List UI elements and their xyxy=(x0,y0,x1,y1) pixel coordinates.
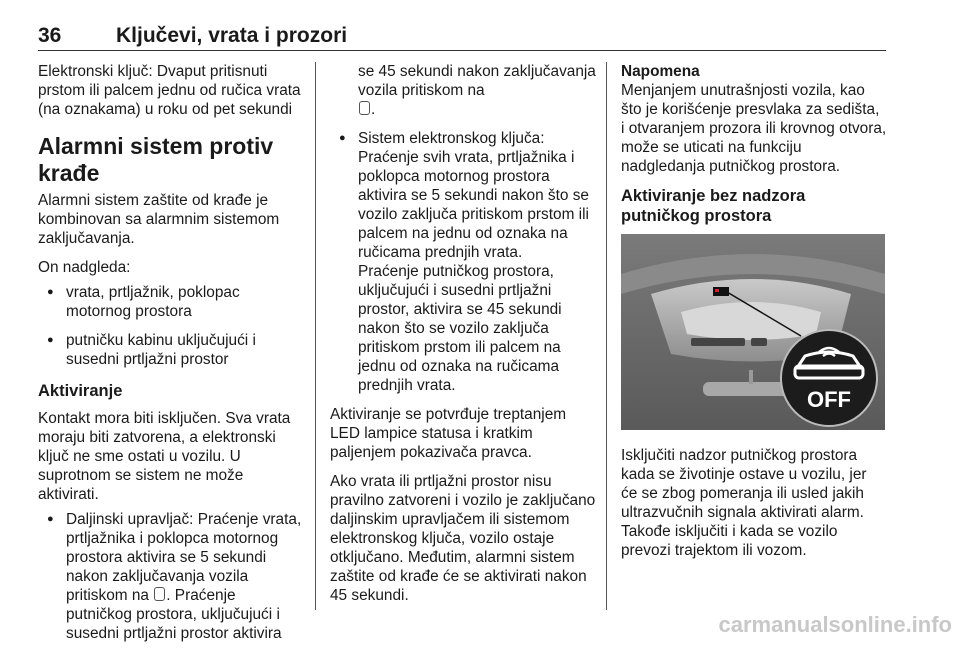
overhead-console-illustration xyxy=(621,234,885,430)
paragraph: Ako vrata ili prtljažni prostor nisu pravilno zatvoreni i vozilo je zaključano daljinskim upravljačem ili sistemom elektronskog ključa, vozilo ostaje otključano. Međutim, alarmni sistem zaštite od krađe će se aktivirati nakon 45 sekundi. xyxy=(330,473,596,604)
chapter-title: Ključevi, vrata i prozori xyxy=(116,24,348,47)
lock-key-icon xyxy=(359,101,370,115)
section-heading: Alarmni sistem protiv krađe xyxy=(38,133,274,186)
bullet-list xyxy=(330,129,598,395)
off-label: OFF xyxy=(807,387,851,412)
watermark: carmanualsonline.info xyxy=(718,612,952,637)
note-title: Napomena xyxy=(621,63,700,80)
column-1 xyxy=(38,62,303,653)
paragraph: On nadgleda: xyxy=(38,259,131,276)
column-3 xyxy=(621,62,887,570)
list-item: ● vrata, prtljažnik, poklopac motornog prostora xyxy=(38,283,303,321)
paragraph: Aktiviranje se potvrđuje treptanjem LED lampice statusa i kratkim paljenjem pokazivača pravca. xyxy=(330,406,567,461)
list-item: ● putničku kabinu uključujući i susedni prtljažni prostor xyxy=(38,331,303,369)
continued-text: se 45 sekundi nakon zaključavanja vozila pritiskom na . xyxy=(358,63,596,118)
list-text: . Praćenje putničkog prostora, uključujući i susedni prtljažni prostor aktivira xyxy=(66,587,282,642)
subsection-heading: Aktiviranje xyxy=(38,382,123,400)
note-body: Menjanjem unutrašnjosti vozila, kao što je korišćenje presvlaka za sedišta, i otvaranjem prozora ili krovnog otvora, može se uticati na funkciju nadgledanja putničkog prostora. xyxy=(621,82,887,175)
paragraph: Isključiti nadzor putničkog prostora kada se životinje ostave u vozilu, jer će se zbog pomeranja ili usled jakih ultrazvučnih signala aktivirati alarm. Takođe isključiti i kada se vozilo prevozi trajektom ili vozom. xyxy=(621,447,867,559)
list-text: Praćenje putničkog prostora, uključujući i susedni prtljažni prostor, aktivira se 45 sekundi nakon što se vozilo zaključa pritiskom prstom ili palcem na jednu od oznaka na ručicama prednjih vrata. xyxy=(358,263,562,394)
column-2 xyxy=(330,62,598,615)
overhead-console-figure xyxy=(621,234,885,430)
list-item xyxy=(330,129,598,395)
list-text: Daljinski upravljač: Praćenje vrata, prtljažnika i poklopca motornog prostora aktivira se 5 sekundi nakon zaključavanja vozila pritiskom na xyxy=(66,511,302,604)
intro-paragraph: Elektronski ključ: Dvaput pritisnuti prstom ili palcem jednu od ručica vrata (na oznakama) u roku od pet sekundi xyxy=(38,63,301,118)
header-rule xyxy=(38,50,886,51)
bullet-list xyxy=(38,283,303,369)
section-heading: Aktiviranje bez nadzora putničkog prostora xyxy=(621,187,806,225)
page-number: 36 xyxy=(38,24,62,47)
list-item xyxy=(38,510,303,643)
paragraph: Kontakt mora biti isključen. Sva vrata moraju biti zatvorena, a elektronski ključ ne sme ostati u vozilu. U suprotnom se sistem ne može aktivirati. xyxy=(38,410,291,503)
lock-key-icon xyxy=(154,587,165,601)
paragraph: Alarmni sistem zaštite od krađe je kombinovan sa alarmnim sistemom zaključavanja. xyxy=(38,192,280,247)
column-divider xyxy=(606,62,607,610)
list-text: Sistem elektronskog ključa: Praćenje svih vrata, prtljažnika i poklopca motornog prostora aktivira se 5 sekundi nakon što se vozilo zaključa pritiskom prstom ili palcem na jednu od oznaka na ručicama prednjih vrata. xyxy=(358,130,589,261)
bullet-list xyxy=(38,510,303,643)
column-divider xyxy=(315,62,316,610)
